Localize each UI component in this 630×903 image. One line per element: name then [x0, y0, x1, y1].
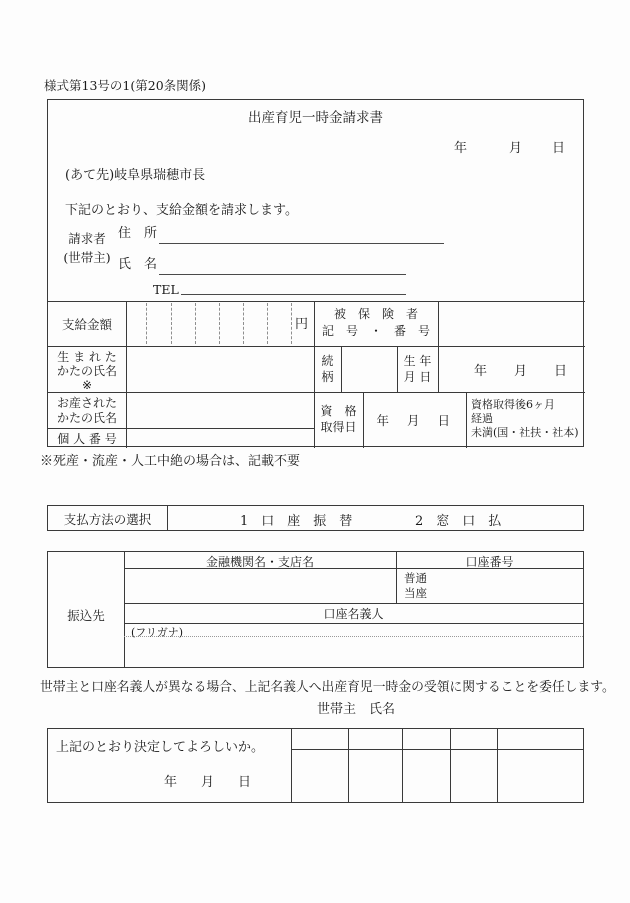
addressee: (あて先)岐阜県瑞穂市長	[65, 168, 206, 183]
approval-stamp-cell[interactable]	[292, 750, 348, 802]
stillbirth-footnote: ※死産・流産・人工中絶の場合は、記載不要	[40, 454, 301, 469]
birthdate-year: 年	[473, 363, 487, 379]
approval-stamp-cell[interactable]	[403, 750, 450, 802]
payment-method-table	[47, 505, 584, 531]
insured-number-line2: 記 号 ・ 番 号	[321, 324, 430, 338]
approval-date-year: 年	[164, 775, 178, 790]
personal-number-label: 個 人 番 号	[57, 432, 117, 446]
qualification-day: 日	[437, 413, 450, 428]
payment-method-divider	[167, 506, 168, 530]
qualification-line2: 取得日	[320, 420, 357, 434]
insured-number-label	[314, 306, 438, 340]
mother-name-line1: お産された	[56, 396, 117, 410]
grid-vline-note	[466, 392, 467, 448]
name-label: 氏 名	[118, 257, 158, 272]
relation-label	[314, 353, 341, 385]
declaration-text: 下記のとおり、支給金額を請求します。	[65, 203, 298, 218]
born-name-input-area[interactable]	[127, 347, 313, 391]
furigana-input-area[interactable]	[208, 623, 582, 636]
insured-number-line1: 被 保 険 者	[333, 307, 418, 321]
bank-branch-header: 金融機関名・支店名	[205, 555, 314, 569]
birthdate-line2: 月 日	[403, 370, 432, 384]
header-date-year: 年	[454, 141, 468, 156]
relation-line2: 柄	[321, 370, 334, 384]
furigana-label: (フリガナ)	[131, 626, 184, 639]
born-name-note-mark: ※	[81, 378, 93, 392]
qualification-line1: 資 格	[320, 404, 357, 418]
amount-digit-divider	[291, 303, 292, 344]
birthdate-day: 日	[553, 363, 567, 379]
approval-date-day: 日	[238, 775, 252, 790]
yen-label: 円	[295, 317, 309, 332]
account-holder-input-area[interactable]	[125, 637, 582, 667]
relation-line1: 続	[321, 354, 334, 368]
amount-digit-boxes[interactable]	[128, 301, 314, 346]
requester-label-line1: 請求者	[68, 231, 106, 246]
birthdate-input-area[interactable]	[438, 346, 585, 392]
approval-stamp-cell[interactable]	[498, 750, 583, 802]
account-holder-header: 口座名義人	[323, 607, 384, 621]
account-number-input-area[interactable]	[440, 569, 582, 602]
amount-digit-divider	[243, 303, 244, 344]
mother-name-input-area[interactable]	[127, 393, 313, 427]
delegation-signer-label: 世帯主 氏名	[317, 702, 396, 717]
form-title: 出産育児一時金請求書	[248, 110, 383, 126]
amount-digit-divider	[267, 303, 268, 344]
amount-digit-divider	[195, 303, 196, 344]
birthdate-line1: 生 年	[403, 354, 432, 368]
tel-label: TEL	[153, 282, 179, 297]
payment-option-account-transfer[interactable]: 1 口 座 振 替	[240, 514, 353, 529]
qualification-year: 年	[376, 413, 389, 428]
bank-branch-input-area[interactable]	[125, 569, 395, 602]
address-label: 住 所	[118, 226, 158, 241]
approval-date-month: 月	[201, 775, 215, 790]
mother-name-line2: かたの氏名	[56, 411, 117, 425]
approval-question: 上記のとおり決定してよろしいか。	[56, 740, 265, 755]
birthdate-label	[397, 353, 438, 385]
tel-field[interactable]	[181, 276, 406, 295]
form-number: 様式第13号の1(第20条関係)	[44, 78, 207, 93]
transfer-destination-label: 振込先	[67, 608, 105, 623]
delegation-text: 世帯主と口座名義人が異なる場合、上記名義人へ出産育児一時金の受領に関することを委任します。	[40, 680, 615, 695]
qualification-note	[471, 398, 583, 440]
name-field[interactable]	[159, 255, 406, 275]
amount-digit-divider	[171, 303, 172, 344]
address-field[interactable]	[159, 224, 444, 244]
qualification-date-label	[314, 403, 363, 435]
qualification-note-line2: 経過	[471, 412, 493, 425]
born-name-line2: かたの氏名	[56, 364, 117, 378]
amount-label: 支給金額	[61, 317, 112, 332]
insured-number-input-area[interactable]	[439, 302, 584, 345]
transfer-hline-holder-top	[124, 603, 583, 604]
qualification-note-line1: 資格取得後6ヶ月	[471, 398, 555, 411]
mother-name-label	[48, 396, 126, 426]
personal-number-input-area[interactable]	[127, 429, 313, 447]
birthdate-month: 月	[513, 363, 527, 379]
approval-table	[47, 728, 584, 803]
approval-stamp-cell[interactable]	[349, 750, 402, 802]
born-name-line1: 生 ま れ た	[57, 350, 117, 364]
claim-table	[47, 99, 584, 447]
born-name-label	[48, 350, 126, 392]
qualification-month: 月	[406, 413, 420, 428]
qualification-date-input-area[interactable]	[363, 392, 466, 448]
payment-method-label: 支払方法の選択	[63, 512, 152, 527]
qualification-note-line3: 未満(国・社扶・社本)	[471, 426, 579, 439]
account-type-ordinary[interactable]: 普通	[404, 571, 427, 585]
header-date-month: 月	[509, 141, 523, 156]
transfer-table	[47, 551, 584, 668]
approval-stamp-cell[interactable]	[451, 750, 497, 802]
account-number-header: 口座番号	[465, 555, 514, 569]
header-date-day: 日	[552, 141, 566, 156]
payment-option-counter[interactable]: 2 窓 口 払	[415, 514, 502, 529]
relation-input-area[interactable]	[342, 347, 397, 391]
requester-label-line2: (世帯主)	[63, 250, 111, 265]
amount-digit-divider	[219, 303, 220, 344]
amount-digit-divider	[146, 303, 147, 344]
requester-label	[56, 229, 118, 267]
account-type-current[interactable]: 当座	[404, 586, 427, 600]
